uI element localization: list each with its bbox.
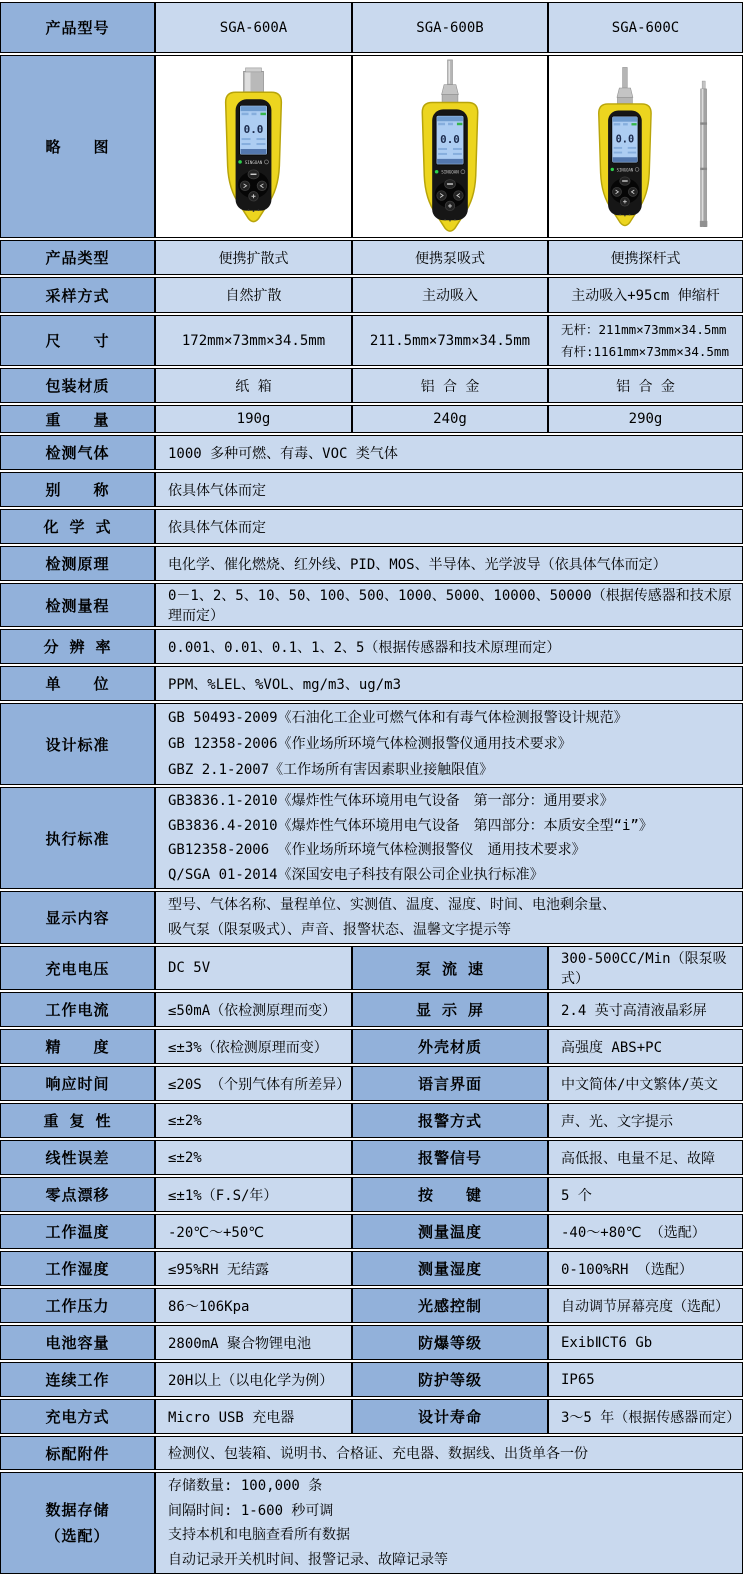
value-detection-range: 0－1、2、5、10、50、100、500、1000、5000、10000、50000（根据传感器和技术原理而定） bbox=[155, 583, 743, 627]
table-row bbox=[0, 1288, 743, 1323]
table-row bbox=[0, 992, 743, 1027]
value-resolution: 0.001、0.01、0.1、1、2、5（根据传感器和技术原理而定） bbox=[155, 629, 743, 664]
label-sketch: 略 图 bbox=[0, 55, 155, 238]
label-detection-range: 检测量程 bbox=[0, 583, 155, 627]
table-row bbox=[0, 1177, 743, 1212]
value-detection-principle: 电化学、催化燃烧、红外线、PID、MOS、半导体、光学波导（依具体气体而定） bbox=[155, 546, 743, 581]
device-image-sga-600c bbox=[549, 58, 742, 236]
label-working-current: 工作电流 bbox=[0, 992, 155, 1027]
label-working-temperature: 工作温度 bbox=[0, 1214, 155, 1249]
display-content-line: 型号、气体名称、量程单位、实测值、温度、湿度、时间、电池剩余量、 bbox=[168, 897, 616, 913]
value-weight-b: 240g bbox=[352, 405, 548, 433]
table-row bbox=[0, 509, 743, 544]
label-charging-voltage: 充电电压 bbox=[0, 946, 155, 990]
value-sampling-c: 主动吸入+95cm 伸缩杆 bbox=[548, 277, 743, 313]
value-charging-method: Micro USB 充电器 bbox=[155, 1399, 352, 1434]
label-pump-flow: 泵 流 速 bbox=[352, 946, 548, 990]
table-row bbox=[0, 891, 743, 944]
value-type-b: 便携泵吸式 bbox=[352, 240, 548, 275]
header-label-product-model: 产品型号 bbox=[0, 2, 155, 53]
table-row bbox=[0, 1029, 743, 1064]
label-charging-method: 充电方式 bbox=[0, 1399, 155, 1434]
value-type-a: 便携扩散式 bbox=[155, 240, 352, 275]
value-charging-voltage: DC 5V bbox=[155, 946, 352, 990]
table-row bbox=[0, 435, 743, 470]
value-chemical-formula: 依具体气体而定 bbox=[155, 509, 743, 544]
value-standard-accessories: 检测仪、包装箱、说明书、合格证、充电器、数据线、出货单各一份 bbox=[155, 1436, 743, 1470]
value-weight-a: 190g bbox=[155, 405, 352, 433]
value-type-c: 便携探杆式 bbox=[548, 240, 743, 275]
value-battery-capacity: 2800mA 聚合物锂电池 bbox=[155, 1325, 352, 1360]
label-packing-material: 包装材质 bbox=[0, 368, 155, 403]
label-sampling-method: 采样方式 bbox=[0, 277, 155, 313]
data-storage-label-line: 数据存储 bbox=[45, 1501, 110, 1519]
label-alarm-signal: 报警信号 bbox=[352, 1140, 548, 1175]
label-chemical-formula: 化 学 式 bbox=[0, 509, 155, 544]
size-c-with-rod: 有杆:1161mm×73mm×34.5mm bbox=[561, 343, 729, 359]
data-storage-optional-line: （选配） bbox=[45, 1527, 110, 1545]
table-row bbox=[0, 1472, 743, 1574]
label-detection-principle: 检测原理 bbox=[0, 546, 155, 581]
table-row bbox=[0, 666, 743, 701]
sketch-cell-c bbox=[548, 55, 743, 238]
value-alarm-signal: 高低报、电量不足、故障 bbox=[548, 1140, 743, 1175]
table-row bbox=[0, 55, 743, 238]
label-shell-material: 外壳材质 bbox=[352, 1029, 548, 1064]
sketch-cell-b bbox=[352, 55, 548, 238]
label-resolution: 分 辨 率 bbox=[0, 629, 155, 664]
value-packing-a: 纸 箱 bbox=[155, 368, 352, 403]
table-row bbox=[0, 546, 743, 581]
table-row bbox=[0, 472, 743, 507]
display-content-line: 吸气泵（限泵吸式）、声音、报警状态、温馨文字提示等 bbox=[168, 921, 511, 938]
data-storage-line: 自动记录开关机时间、报警记录、故障记录等 bbox=[168, 1551, 448, 1568]
value-detected-gas: 1000 多种可燃、有毒、VOC 类气体 bbox=[155, 435, 743, 470]
table-row bbox=[0, 368, 743, 403]
header-model-b: SGA-600B bbox=[352, 2, 548, 53]
value-working-humidity: ≤95%RH 无结露 bbox=[155, 1251, 352, 1286]
table-row bbox=[0, 1325, 743, 1360]
probe-tube bbox=[623, 67, 628, 88]
table-row bbox=[0, 315, 743, 366]
value-size-b: 211.5mm×73mm×34.5mm bbox=[352, 315, 548, 366]
value-alarm-mode: 声、光、文字提示 bbox=[548, 1103, 743, 1138]
label-design-life: 设计寿命 bbox=[352, 1399, 548, 1434]
value-weight-c: 290g bbox=[548, 405, 743, 433]
value-unit: PPM、%LEL、%VOL、mg/m3、ug/m3 bbox=[155, 666, 743, 701]
table-row bbox=[0, 1362, 743, 1397]
label-weight: 重 量 bbox=[0, 405, 155, 433]
table-row bbox=[0, 787, 743, 889]
value-execution-standard bbox=[155, 787, 743, 889]
device-image-sga-600b bbox=[353, 58, 547, 236]
table-row bbox=[0, 1436, 743, 1470]
design-standard-line: GB 50493-2009《石油化工企业可燃气体和有毒气体检测报警设计规范》 bbox=[168, 710, 628, 726]
table-row bbox=[0, 1251, 743, 1286]
value-protection-grade: IP65 bbox=[548, 1362, 743, 1397]
value-explosion-proof-grade: ExibⅡCT6 Gb bbox=[548, 1325, 743, 1360]
label-alias: 别 称 bbox=[0, 472, 155, 507]
sketch-cell-a bbox=[155, 55, 352, 238]
value-light-sensor-control: 自动调节屏幕亮度（选配） bbox=[548, 1288, 743, 1323]
value-pump-flow: 300-500CC/Min（限泵吸式） bbox=[548, 946, 743, 990]
value-working-current: ≤50mA（依检测原理而变） bbox=[155, 992, 352, 1027]
value-size-c bbox=[548, 315, 743, 366]
value-working-pressure: 86～106Kpa bbox=[155, 1288, 352, 1323]
label-accuracy: 精 度 bbox=[0, 1029, 155, 1064]
value-repeatability: ≤±2% bbox=[155, 1103, 352, 1138]
label-unit: 单 位 bbox=[0, 666, 155, 701]
value-data-storage bbox=[155, 1472, 743, 1574]
value-packing-b: 铝 合 金 bbox=[352, 368, 548, 403]
value-sampling-b: 主动吸入 bbox=[352, 277, 548, 313]
table-row bbox=[0, 703, 743, 785]
label-dimensions: 尺 寸 bbox=[0, 315, 155, 366]
value-response-time: ≤20S （个别气体有所差异） bbox=[155, 1066, 352, 1101]
table-row bbox=[0, 240, 743, 275]
header-model-a: SGA-600A bbox=[155, 2, 352, 53]
value-packing-c: 铝 合 金 bbox=[548, 368, 743, 403]
table-row bbox=[0, 629, 743, 664]
label-standard-accessories: 标配附件 bbox=[0, 1436, 155, 1470]
value-display-screen: 2.4 英寸高清液晶彩屏 bbox=[548, 992, 743, 1027]
value-display-content bbox=[155, 891, 743, 944]
table-row bbox=[0, 405, 743, 433]
value-design-standard bbox=[155, 703, 743, 785]
label-display-content: 显示内容 bbox=[0, 891, 155, 944]
header-model-c: SGA-600C bbox=[548, 2, 743, 53]
size-c-without-rod: 无杆：211mm×73mm×34.5mm bbox=[561, 321, 727, 337]
execution-standard-line: GB12358-2006 《作业场所环境气体检测报警仪 通用技术要求》 bbox=[168, 842, 586, 858]
label-alarm-mode: 报警方式 bbox=[352, 1103, 548, 1138]
table-row bbox=[0, 1066, 743, 1101]
label-detected-gas: 检测气体 bbox=[0, 435, 155, 470]
value-buttons: 5 个 bbox=[548, 1177, 743, 1212]
label-protection-grade: 防护等级 bbox=[352, 1362, 548, 1397]
table-row bbox=[0, 1103, 743, 1138]
design-standard-line: GB 12358-2006《作业场所环境气体检测报警仪通用技术要求》 bbox=[168, 736, 572, 752]
pump-inlet-cone bbox=[442, 84, 459, 94]
label-data-storage bbox=[0, 1472, 155, 1574]
label-design-standard: 设计标准 bbox=[0, 703, 155, 785]
table-row bbox=[0, 2, 743, 53]
execution-standard-line: Q/SGA 01-2014《深国安电子科技有限公司企业执行标准》 bbox=[168, 866, 544, 883]
data-storage-line: 存储数量: 100,000 条 bbox=[168, 1478, 323, 1494]
table-row bbox=[0, 277, 743, 313]
label-execution-standard: 执行标准 bbox=[0, 787, 155, 889]
value-working-temperature: -20℃～+50℃ bbox=[155, 1214, 352, 1249]
label-zero-drift: 零点漂移 bbox=[0, 1177, 155, 1212]
label-working-pressure: 工作压力 bbox=[0, 1288, 155, 1323]
execution-standard-line: GB3836.1-2010《爆炸性气体环境用电气设备 第一部分：通用要求》 bbox=[168, 793, 614, 809]
table-row bbox=[0, 946, 743, 990]
value-sampling-a: 自然扩散 bbox=[155, 277, 352, 313]
telescopic-rod bbox=[701, 88, 707, 226]
label-repeatability: 重 复 性 bbox=[0, 1103, 155, 1138]
value-design-life: 3～5 年（根据传感器而定） bbox=[548, 1399, 743, 1434]
value-accuracy: ≤±3%（依检测原理而变） bbox=[155, 1029, 352, 1064]
data-storage-line: 间隔时间: 1-600 秒可调 bbox=[168, 1502, 334, 1519]
design-standard-line: GBZ 2.1-2007《工作场所有害因素职业接触限值》 bbox=[168, 762, 494, 778]
device-image-sga-600a bbox=[156, 58, 351, 236]
value-alias: 依具体气体而定 bbox=[155, 472, 743, 507]
table-row bbox=[0, 1140, 743, 1175]
label-linearity-error: 线性误差 bbox=[0, 1140, 155, 1175]
label-response-time: 响应时间 bbox=[0, 1066, 155, 1101]
value-measuring-humidity: 0-100%RH （选配） bbox=[548, 1251, 743, 1286]
value-size-a: 172mm×73mm×34.5mm bbox=[155, 315, 352, 366]
data-storage-line: 支持本机和电脑查看所有数据 bbox=[168, 1527, 350, 1543]
table-row bbox=[0, 583, 743, 627]
label-buttons: 按 键 bbox=[352, 1177, 548, 1212]
label-light-sensor-control: 光感控制 bbox=[352, 1288, 548, 1323]
execution-standard-line: GB3836.4-2010《爆炸性气体环境用电气设备 第四部分：本质安全型“i”》 bbox=[168, 817, 653, 834]
table-row bbox=[0, 1214, 743, 1249]
label-display-screen: 显 示 屏 bbox=[352, 992, 548, 1027]
label-measuring-temperature: 测量温度 bbox=[352, 1214, 548, 1249]
value-shell-material: 高强度 ABS+PC bbox=[548, 1029, 743, 1064]
table-row bbox=[0, 1399, 743, 1434]
label-battery-capacity: 电池容量 bbox=[0, 1325, 155, 1360]
label-working-humidity: 工作湿度 bbox=[0, 1251, 155, 1286]
label-continuous-working: 连续工作 bbox=[0, 1362, 155, 1397]
value-continuous-working: 20H以上（以电化学为例） bbox=[155, 1362, 352, 1397]
value-language-ui: 中文简体/中文繁体/英文 bbox=[548, 1066, 743, 1101]
value-zero-drift: ≤±1%（F.S/年） bbox=[155, 1177, 352, 1212]
label-language-ui: 语言界面 bbox=[352, 1066, 548, 1101]
label-product-type: 产品类型 bbox=[0, 240, 155, 275]
value-measuring-temperature: -40～+80℃ （选配） bbox=[548, 1214, 743, 1249]
telescopic-rod-tip bbox=[702, 81, 705, 90]
value-linearity-error: ≤±2% bbox=[155, 1140, 352, 1175]
label-measuring-humidity: 测量湿度 bbox=[352, 1251, 548, 1286]
label-explosion-proof-grade: 防爆等级 bbox=[352, 1325, 548, 1360]
